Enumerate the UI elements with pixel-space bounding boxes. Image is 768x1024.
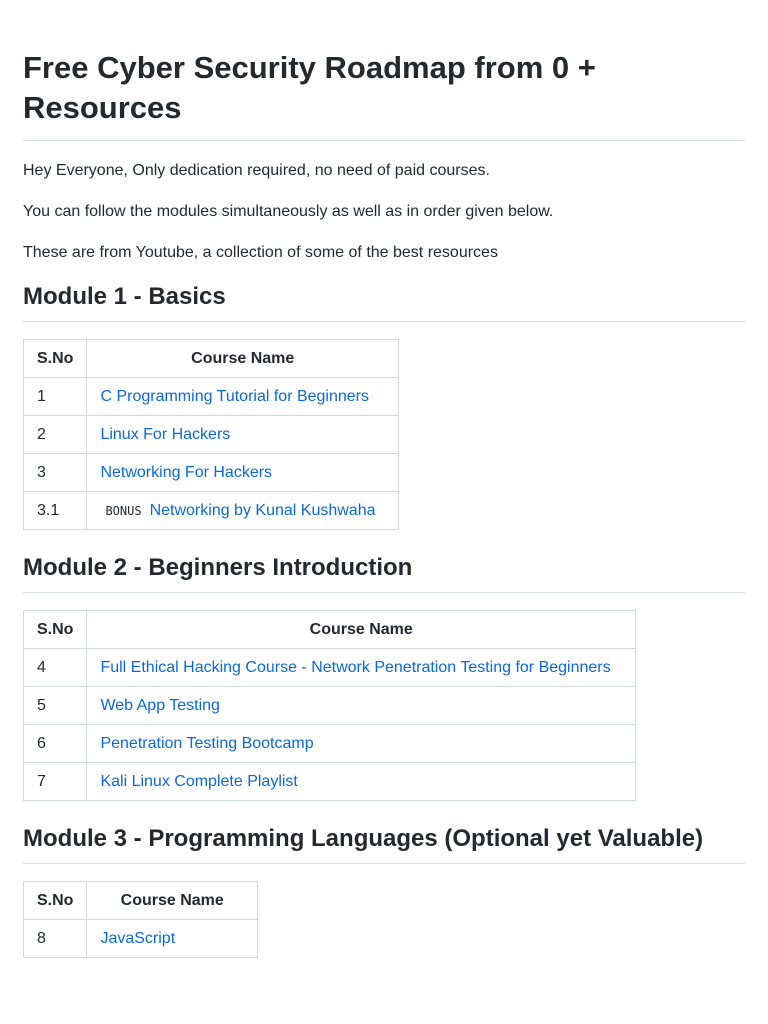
intro-paragraph: Hey Everyone, Only dedication required, no need of paid courses.: [23, 162, 490, 179]
table-row: [24, 416, 399, 454]
module-heading: Module 3 - Programming Languages (Optional yet Valuable): [23, 824, 745, 864]
row-sno: 7: [24, 763, 87, 801]
module-1-section: [23, 282, 745, 530]
row-course-cell: [87, 763, 636, 801]
row-sno: 3.1: [24, 492, 87, 530]
row-course-cell: [87, 378, 399, 416]
row-course-cell: [87, 649, 636, 687]
table-header-row: [24, 611, 636, 649]
intro-section: [23, 159, 745, 265]
table-row: [24, 687, 636, 725]
row-sno: 1: [24, 378, 87, 416]
bonus-badge: BONUS: [105, 503, 142, 518]
course-link[interactable]: Full Ethical Hacking Course - Network Penetration Testing for Beginners: [100, 658, 611, 676]
row-course-cell: [87, 454, 399, 492]
module-3-section: [23, 824, 745, 958]
table-row: [24, 492, 399, 530]
row-course-cell: [87, 725, 636, 763]
course-table: [23, 881, 258, 958]
table-header-row: [24, 882, 258, 920]
row-course-cell: [87, 920, 258, 958]
course-link[interactable]: Networking by Kunal Kushwaha: [149, 501, 376, 519]
header-course-name: Course Name: [87, 882, 258, 920]
table-row: [24, 763, 636, 801]
row-sno: 4: [24, 649, 87, 687]
row-sno: 5: [24, 687, 87, 725]
page-title: Free Cyber Security Roadmap from 0 + Resources: [23, 48, 745, 141]
course-link[interactable]: C Programming Tutorial for Beginners: [100, 387, 370, 405]
course-table: [23, 610, 636, 801]
table-row: [24, 649, 636, 687]
course-link[interactable]: Networking For Hackers: [100, 463, 273, 481]
intro-paragraph: These are from Youtube, a collection of some of the best resources: [23, 244, 498, 261]
module-heading: Module 1 - Basics: [23, 282, 745, 322]
row-course-cell: [87, 492, 399, 530]
table-row: [24, 378, 399, 416]
course-link[interactable]: Web App Testing: [100, 696, 220, 714]
header-sno: S.No: [24, 882, 87, 920]
row-sno: 3: [24, 454, 87, 492]
row-sno: 6: [24, 725, 87, 763]
course-table: [23, 339, 399, 530]
course-link[interactable]: Penetration Testing Bootcamp: [100, 734, 314, 752]
header-sno: S.No: [24, 611, 87, 649]
table-row: [24, 725, 636, 763]
row-course-cell: [87, 687, 636, 725]
module-2-section: [23, 553, 745, 801]
row-sno: 8: [24, 920, 87, 958]
course-link[interactable]: Kali Linux Complete Playlist: [100, 772, 298, 790]
header-sno: S.No: [24, 340, 87, 378]
row-sno: 2: [24, 416, 87, 454]
table-row: [24, 454, 399, 492]
intro-paragraph: You can follow the modules simultaneously as well as in order given below.: [23, 203, 554, 220]
course-link[interactable]: JavaScript: [100, 929, 176, 947]
course-link[interactable]: Linux For Hackers: [100, 425, 231, 443]
row-course-cell: [87, 416, 399, 454]
header-course-name: Course Name: [87, 340, 399, 378]
table-header-row: [24, 340, 399, 378]
table-row: [24, 920, 258, 958]
header-course-name: Course Name: [87, 611, 636, 649]
module-heading: Module 2 - Beginners Introduction: [23, 553, 745, 593]
